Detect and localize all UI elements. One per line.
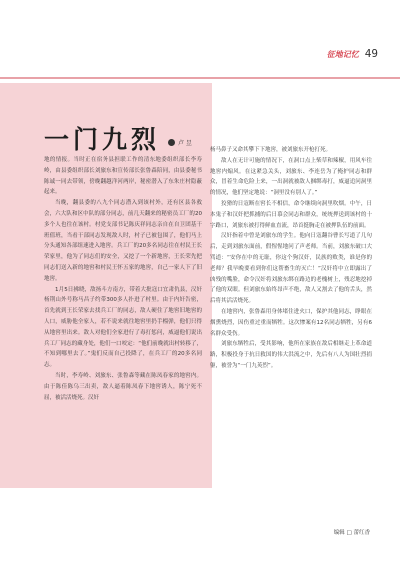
editor-credit: 编辑 □ 蕾红香	[333, 530, 370, 536]
paragraph: 刘旅东牺牲后，受其影响，他所在家族在敌后相继走上革命道路，积极投身于抗日救国的伟大洪流之中，先后有八人为国壮烈捐躯，被誉为“一门九英烈”。	[210, 341, 372, 369]
paragraph: 敌人在无计可施的情况下，在洞口点上柴草和辣椒，用风车往地窖内煽风。在这紧急关头，刘旅东、李连岳为了掩护同志和群众，冒着生命危险上来，一出洞就被敌人捆绑毒打，威逼追问洞里的情况，他们坚定地说：“洞里没有别人了。”	[210, 157, 372, 197]
header-rule	[0, 77, 400, 79]
paragraph: 汉奸指着中曾是刘旅东的学生。他向日寇翻谷曹长写道了几句后，走到刘旅东面前，假惺惺地问了声老师。当前，刘旅东破口大骂道：“安你在中的无耻，你这个狗汉奸，民族的败类，谁是你的老师？我早晚要看到你们这帮畜生的灭亡！”汉奸将中立即露出了凶残的嘴脸，命令汉奸将刘旅东绑在路边的老槐树上，残忍地挖掉了他的双眼。但刘旅东始终昂声不绝，敌人又割去了他的舌头，然后将其活活烧死。	[210, 233, 372, 305]
page-number: 49	[364, 47, 378, 60]
paragraph: 1月5日拂晓，敌扬斗方南方，带着大批寇口宜肃仇县，汉奸杨荆山外号称马昌子约带300多人扑进了村里。由于内奸告密，首先就到王长荣家去找兵工厂的同志，敌人硬住了地窖旧地窖的人口，威胁他全家人，若不说来就往地窖里扔手榴弹，他们只得从地窖里出来。敌人对他们全家进行了毒打惩问，威逼他们说出兵工厂同志的藏身处，他们一口咬定：“他们前晚就出村转移了，不知到哪里去了。”鬼们反而自己投降了，在兵工厂的20多名同志。	[44, 286, 202, 369]
paragraph: 当时，李寿岭、刘旅东、张鲁森等藏在陈凤春家的地窖内。由于陈佳陈乌三出卖，敌人逼着陈凤春下地窖诱人，陈宁死不屈，被活活烧死。汉奸	[44, 372, 202, 401]
pen-icon	[168, 139, 175, 146]
article-title-block	[44, 120, 192, 156]
paragraph: 地的情报。当时正在宿务县担联工作的清东地委组织部长李寿岭，由县委组织部长刘旅东和宣传部长张鲁森陪同，由县委秘书陈诚一同去带领，傍晚翻越洋河两岸，秘密潜入了东朱庄村隐蔽起来。	[44, 157, 202, 196]
paragraph: 在地窖内，张鲁森用身体堵住进火口，保护其他同志，睁眼在烟熏烧烈，因伤重过重而牺牲。这次惨案有12名同志牺牲，另有6名群众受伤。	[210, 308, 372, 337]
left-text-column	[44, 155, 202, 540]
author-name: 卢 昱	[178, 139, 192, 147]
section-name: 征地记忆	[326, 50, 359, 59]
byline	[168, 138, 192, 147]
article-title: 一门九烈	[44, 125, 161, 154]
right-text-column	[210, 145, 372, 515]
paragraph: 杨马鼻子又命其攀下下地窖，被刘旅东开枪打死。	[210, 147, 332, 153]
paragraph: 狡猾的日寇断在窖长不相信，命令继续向洞里吹烟。中午，日本鬼子和汉奸把抓捕的后日慕会同志和群众，统统押送到该村的十字路口，刘旅东被打得鲜血直流，昂首挺胸走在被押队伍的前面。	[210, 200, 372, 229]
paragraph: 当晚，翻县委的八九个同志潜入到该村外，还有区县各救会，六大队和区中队的部分同志，前几天翻来的秘密员工厂的20多个人也往在该村。村党支部书记陈庆祥同志亲自在自卫团基干班值班，当看干部同志发现敌人时，村子已被包围了，他们马上分头通知各部组速进入地窖。兵工厂的20多名同志往在村民王长荣家里，他为了同志们的安全，又挖了一个新地窖，王长荣先把同志们送入新的地窖和村民王怀五家的地窖，自己一家人下了旧地窖。	[44, 200, 202, 282]
page-header	[327, 47, 378, 60]
